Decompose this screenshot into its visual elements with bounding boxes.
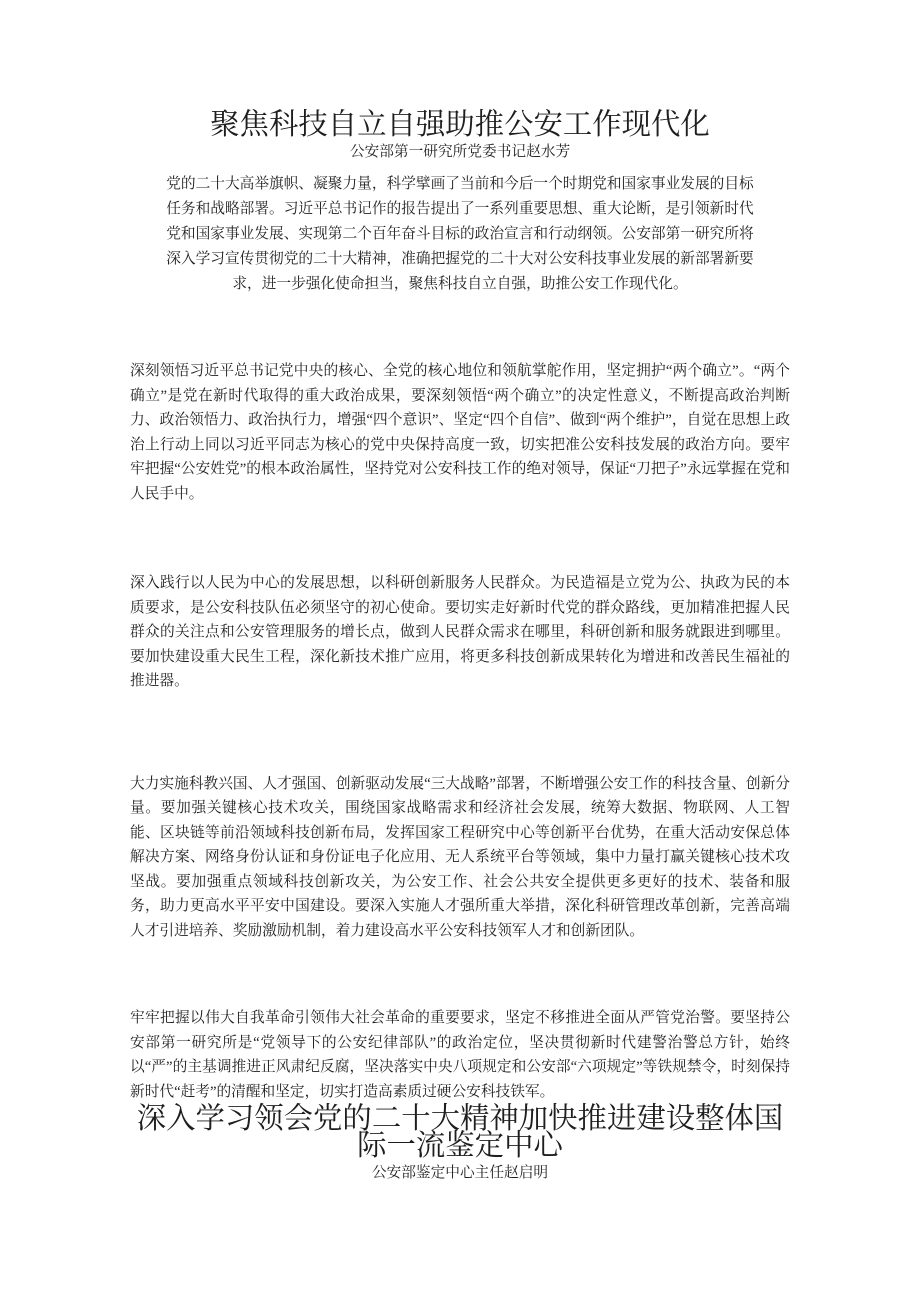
article1-paragraph-4: 牢牢把握以伟大自我革命引领伟大社会革命的重要要求，坚定不移推进全面从严管党治警。要坚持公安部第一研究所是“党领导下的公安纪律部队”的政治定位，坚决贯彻新时代建警治警总方针，始终以“严”的主基调推进正风肃纪反腐，坚决落实中央八项规定和公安部“六项规定”等铁规禁令，时刻保持新时代“赶考”的清醒和坚定，切实打造高素质过硬公安科技铁军。 bbox=[130, 1010, 790, 1100]
article1-paragraph-3: 大力实施科教兴国、人才强国、创新驱动发展“三大战略”部署，不断增强公安工作的科技含量、创新分量。要加强关键核心技术攻关，围绕国家战略需求和经济社会发展，统筹大数据、物联网、人工智能、区块链等前沿领域科技创新布局，发挥国家工程研究中心等创新平台优势，在重大活动安保总体解决方案、网络身份认证和身份证电子化应用、无人系统平台等领域，集中力量打赢关键核心技术攻坚战。要加强重点领域科技创新攻关，为公安工作、社会公共安全提供更多更好的技术、装备和服务，助力更高水平平安中国建设。要深入实施人才强所重大举措，深化科研管理改革创新，完善高端人才引进培养、奖励激励机制，着力建设高水平公安科技领军人才和创新团队。 bbox=[130, 775, 790, 939]
article1-lead-paragraph: 党的二十大高举旗帜、凝聚力量，科学擘画了当前和今后一个时期党和国家事业发展的目标任务和战略部署。习近平总书记作的报告提出了一系列重要思想、重大论断，是引领新时代党和国家事业发展、实现第二个百年奋斗目标的政治宣言和行动纲领。公安部第一研究所将深入学习宣传贯彻党的二十大精神，准确把握党的二十大对公安科技事业发展的新部署新要求，进一步强化使命担当，聚焦科技自立自强，助推公安工作现代化。 bbox=[166, 176, 754, 292]
article2-byline: 公安部鉴定中心主任赵启明 bbox=[371, 1165, 549, 1181]
document-body bbox=[130, 0, 790, 1187]
article2-title: 深入学习领会党的二十大精神加快推进建设整体国际一流鉴定中心 bbox=[136, 1103, 784, 1162]
article1-paragraph-2: 深入践行以人民为中心的发展思想，以科研创新服务人民群众。为民造福是立党为公、执政为民的本质要求，是公安科技队伍必须坚守的初心使命。要切实走好新时代党的群众路线，更加精准把握人民群众的关注点和公安管理服务的增长点，做到人民群众需求在哪里，科研创新和服务就跟进到哪里。要加快建设重大民生工程，深化新技术推广应用，将更多科技创新成果转化为增进和改善民生福祉的推进器。 bbox=[130, 575, 790, 689]
article1-byline: 公安部第一研究所党委书记赵水芳 bbox=[349, 144, 571, 160]
article1-paragraph-1: 深刻领悟习近平总书记党中央的核心、全党的核心地位和领航掌舵作用，坚定拥护“两个确立”。“两个确立”是党在新时代取得的重大政治成果，要深刻领悟“两个确立”的决定性意义，不断提高政治判断力、政治领悟力、政治执行力，增强“四个意识”、坚定“四个自信”、做到“两个维护”，自觉在思想上政治上行动上同以习近平同志为核心的党中央保持高度一致，切实把准公安科技发展的政治方向。要牢牢把握“公安姓党”的根本政治属性，坚持党对公安科技工作的绝对领导，保证“刀把子”永远掌握在党和人民手中。 bbox=[130, 363, 790, 502]
article1-title: 聚焦科技自立自强助推公安工作现代化 bbox=[210, 109, 710, 141]
